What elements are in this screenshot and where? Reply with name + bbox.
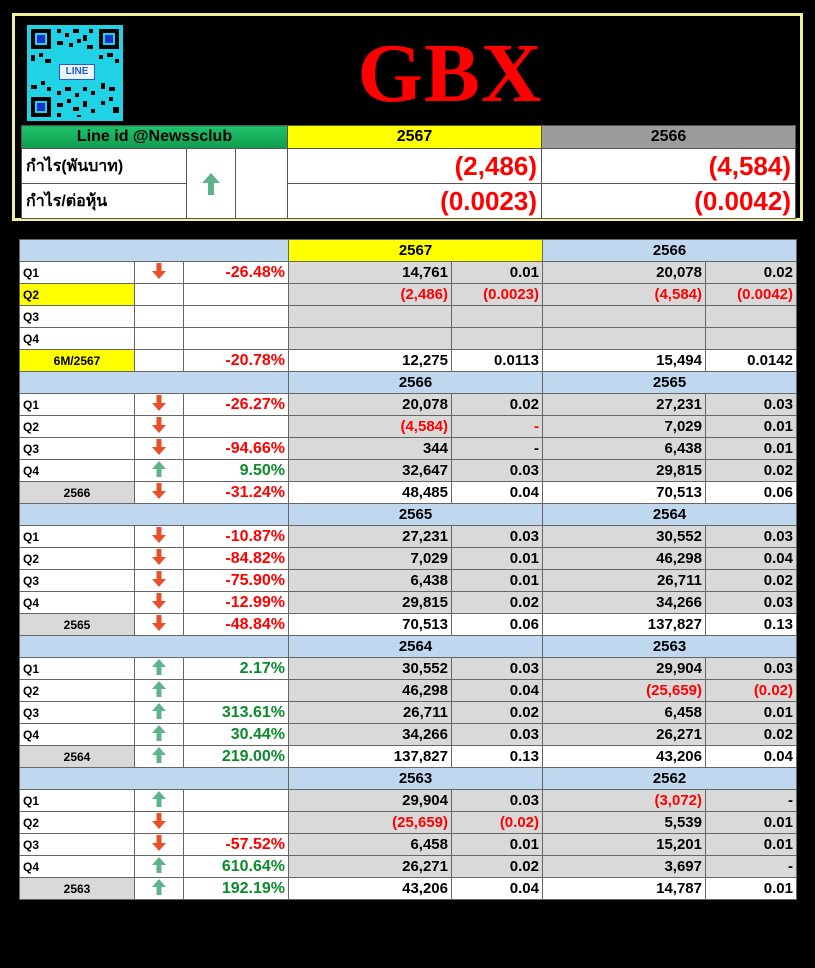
previous-profit-value: 43,206	[543, 746, 706, 768]
previous-profit-value: 7,029	[543, 416, 706, 438]
up-arrow-icon	[151, 857, 167, 876]
yoy-change-percent	[184, 328, 289, 350]
previous-year-header: 2563	[543, 636, 797, 658]
summary-eps-previous: (0.0042)	[542, 184, 796, 219]
previous-year-header: 2566	[543, 240, 797, 262]
current-profit-value: 29,815	[289, 592, 452, 614]
trend-cell	[135, 702, 184, 724]
trend-cell	[135, 746, 184, 768]
annual-total-row	[20, 878, 797, 900]
yoy-change-percent: -20.78%	[184, 350, 289, 372]
annual-total-row	[20, 482, 797, 504]
current-eps-value: 0.13	[452, 746, 543, 768]
current-profit-value: (2,486)	[289, 284, 452, 306]
previous-eps-value: -	[706, 790, 797, 812]
quarter-row	[20, 416, 797, 438]
trend-cell	[135, 724, 184, 746]
summary-row-label	[22, 149, 187, 184]
current-profit-value: 34,266	[289, 724, 452, 746]
yoy-change-percent: 610.64%	[184, 856, 289, 878]
down-arrow-icon	[151, 395, 167, 414]
up-arrow-icon	[151, 461, 167, 480]
previous-eps-value: 0.02	[706, 570, 797, 592]
current-eps-value: 0.02	[452, 702, 543, 724]
current-eps-value: 0.03	[452, 526, 543, 548]
previous-eps-value: 0.06	[706, 482, 797, 504]
previous-eps-value: 0.02	[706, 262, 797, 284]
yoy-change-percent: -94.66%	[184, 438, 289, 460]
current-eps-value: 0.02	[452, 856, 543, 878]
period-label: 2565	[20, 614, 135, 636]
quarter-label: Q4	[20, 724, 135, 746]
previous-profit-value: 5,539	[543, 812, 706, 834]
current-profit-value: 43,206	[289, 878, 452, 900]
quarter-row	[20, 724, 797, 746]
up-arrow-icon	[151, 791, 167, 810]
yoy-change-percent	[184, 680, 289, 702]
previous-eps-value: 0.03	[706, 658, 797, 680]
current-eps-value: -	[452, 416, 543, 438]
quarterly-table	[19, 239, 797, 900]
previous-eps-value: 0.02	[706, 460, 797, 482]
annual-total-row	[20, 614, 797, 636]
quarter-row	[20, 526, 797, 548]
current-profit-value: 30,552	[289, 658, 452, 680]
summary-profit-previous: (4,584)	[542, 149, 796, 184]
current-eps-value: 0.01	[452, 834, 543, 856]
quarter-label: Q2	[20, 548, 135, 570]
up-arrow-icon	[151, 725, 167, 744]
yoy-change-percent: -26.27%	[184, 394, 289, 416]
current-profit-value	[289, 328, 452, 350]
year-header-row	[20, 636, 797, 658]
previous-profit-value: 6,458	[543, 702, 706, 724]
current-profit-value: 137,827	[289, 746, 452, 768]
quarter-row	[20, 460, 797, 482]
year-header-row	[20, 372, 797, 394]
summary-row-label	[22, 184, 187, 219]
current-profit-value: 6,458	[289, 834, 452, 856]
trend-cell	[135, 834, 184, 856]
previous-year-header: 2565	[543, 372, 797, 394]
current-profit-value	[289, 306, 452, 328]
quarter-row	[20, 306, 797, 328]
quarter-label: Q1	[20, 658, 135, 680]
previous-eps-value: 0.03	[706, 592, 797, 614]
previous-eps-value: 0.03	[706, 394, 797, 416]
trend-cell	[135, 658, 184, 680]
yoy-change-percent: 192.19%	[184, 878, 289, 900]
period-label: 2564	[20, 746, 135, 768]
current-profit-value: 48,485	[289, 482, 452, 504]
quarter-label: Q4	[20, 328, 135, 350]
previous-eps-value: -	[706, 856, 797, 878]
trend-cell	[135, 460, 184, 482]
section-blank-cell	[20, 372, 289, 394]
quarter-label: Q3	[20, 306, 135, 328]
yoy-change-percent	[184, 284, 289, 306]
section-blank-cell	[20, 768, 289, 790]
down-arrow-icon	[151, 527, 167, 546]
down-arrow-icon	[151, 571, 167, 590]
quarter-row	[20, 570, 797, 592]
trend-cell	[135, 262, 184, 284]
summary-profit-current: (2,486)	[288, 149, 542, 184]
previous-year-header: 2562	[543, 768, 797, 790]
trend-cell	[135, 438, 184, 460]
previous-profit-value: 34,266	[543, 592, 706, 614]
quarter-label: Q3	[20, 438, 135, 460]
current-profit-value: 12,275	[289, 350, 452, 372]
current-year-header: 2564	[289, 636, 543, 658]
yoy-change-percent: -10.87%	[184, 526, 289, 548]
previous-profit-value: 6,438	[543, 438, 706, 460]
quarter-label: Q4	[20, 592, 135, 614]
previous-profit-value: 70,513	[543, 482, 706, 504]
previous-eps-value: (0.02)	[706, 680, 797, 702]
yoy-change-percent: 219.00%	[184, 746, 289, 768]
quarter-label: Q1	[20, 394, 135, 416]
yoy-change-percent: -31.24%	[184, 482, 289, 504]
down-arrow-icon	[151, 813, 167, 832]
current-profit-value: 26,711	[289, 702, 452, 724]
current-eps-value: 0.0113	[452, 350, 543, 372]
down-arrow-icon	[151, 835, 167, 854]
current-eps-value: 0.04	[452, 482, 543, 504]
line-logo: LINE	[59, 64, 95, 80]
quarter-label: Q3	[20, 702, 135, 724]
previous-profit-value: (4,584)	[543, 284, 706, 306]
current-eps-value: 0.04	[452, 878, 543, 900]
down-arrow-icon	[151, 439, 167, 458]
up-arrow-icon	[151, 703, 167, 722]
eps-label: กำไร/ต่อหุ้น	[26, 192, 108, 210]
up-arrow-icon	[151, 659, 167, 678]
current-eps-value: -	[452, 438, 543, 460]
previous-profit-value: 26,271	[543, 724, 706, 746]
previous-eps-value: 0.01	[706, 438, 797, 460]
period-label: 2563	[20, 878, 135, 900]
yoy-change-percent: -75.90%	[184, 570, 289, 592]
previous-eps-value: (0.0042)	[706, 284, 797, 306]
yoy-change-percent: -57.52%	[184, 834, 289, 856]
current-eps-value: 0.04	[452, 680, 543, 702]
previous-profit-value: 137,827	[543, 614, 706, 636]
current-year-header: 2566	[289, 372, 543, 394]
quarter-row	[20, 592, 797, 614]
section-blank-cell	[20, 240, 289, 262]
current-eps-value	[452, 328, 543, 350]
quarter-row	[20, 284, 797, 306]
current-profit-value: 20,078	[289, 394, 452, 416]
current-year-header: 2563	[289, 768, 543, 790]
quarter-row	[20, 438, 797, 460]
ticker-symbol: GBX	[357, 27, 543, 120]
year-header-row	[20, 240, 797, 262]
quarter-label: Q1	[20, 790, 135, 812]
quarter-label: Q2	[20, 284, 135, 306]
quarter-row	[20, 856, 797, 878]
previous-profit-value: 15,494	[543, 350, 706, 372]
previous-profit-value: 3,697	[543, 856, 706, 878]
current-eps-value: 0.01	[452, 548, 543, 570]
trend-cell	[135, 856, 184, 878]
previous-eps-value	[706, 306, 797, 328]
current-profit-value: 32,647	[289, 460, 452, 482]
current-eps-value: (0.02)	[452, 812, 543, 834]
current-profit-value: 29,904	[289, 790, 452, 812]
yoy-change-percent	[184, 790, 289, 812]
trend-cell	[135, 878, 184, 900]
section-blank-cell	[20, 636, 289, 658]
section-blank-cell	[20, 504, 289, 526]
current-profit-value: 7,029	[289, 548, 452, 570]
current-profit-value: (4,584)	[289, 416, 452, 438]
quarter-label: Q2	[20, 812, 135, 834]
quarter-row	[20, 658, 797, 680]
summary-trend-cell	[187, 149, 288, 219]
current-profit-value: 6,438	[289, 570, 452, 592]
trend-cell	[135, 592, 184, 614]
quarter-row	[20, 834, 797, 856]
current-eps-value: 0.02	[452, 394, 543, 416]
yoy-change-percent	[184, 812, 289, 834]
up-arrow-icon	[151, 747, 167, 766]
current-eps-value: 0.03	[452, 724, 543, 746]
annual-total-row	[20, 746, 797, 768]
previous-profit-value: 29,904	[543, 658, 706, 680]
period-label: 6M/2567	[20, 350, 135, 372]
quarter-label: Q3	[20, 834, 135, 856]
current-eps-value: 0.06	[452, 614, 543, 636]
trend-cell	[135, 680, 184, 702]
trend-cell	[135, 394, 184, 416]
previous-eps-value: 0.01	[706, 416, 797, 438]
previous-profit-value: 14,787	[543, 878, 706, 900]
current-profit-value: 14,761	[289, 262, 452, 284]
year-header-row	[20, 504, 797, 526]
trend-cell	[135, 284, 184, 306]
yoy-change-percent: 2.17%	[184, 658, 289, 680]
down-arrow-icon	[151, 549, 167, 568]
quarter-row	[20, 790, 797, 812]
down-arrow-icon	[151, 615, 167, 634]
previous-eps-value: 0.13	[706, 614, 797, 636]
down-arrow-icon	[151, 417, 167, 436]
header-card	[12, 13, 803, 221]
annual-total-row	[20, 350, 797, 372]
year-header-row	[20, 768, 797, 790]
previous-eps-value: 0.04	[706, 746, 797, 768]
trend-cell	[135, 482, 184, 504]
quarter-row	[20, 702, 797, 724]
summary-year-current: 2567	[288, 126, 542, 149]
summary-year-previous: 2566	[542, 126, 796, 149]
current-profit-value: 344	[289, 438, 452, 460]
trend-cell	[135, 790, 184, 812]
profit-label: กำไร(พันบาท)	[26, 157, 124, 175]
previous-eps-value: 0.02	[706, 724, 797, 746]
trend-cell	[135, 548, 184, 570]
trend-cell	[135, 570, 184, 592]
current-eps-value: 0.02	[452, 592, 543, 614]
quarter-label: Q1	[20, 262, 135, 284]
up-arrow-icon	[151, 879, 167, 898]
quarter-label: Q2	[20, 416, 135, 438]
yoy-change-percent	[184, 416, 289, 438]
current-eps-value: 0.03	[452, 658, 543, 680]
trend-cell	[135, 526, 184, 548]
previous-eps-value: 0.01	[706, 834, 797, 856]
up-arrow-icon	[151, 681, 167, 700]
quarter-row	[20, 548, 797, 570]
summary-table	[21, 125, 796, 219]
line-qr-code[interactable]	[27, 25, 123, 121]
current-eps-value: 0.01	[452, 570, 543, 592]
down-arrow-icon	[151, 593, 167, 612]
yoy-change-percent: -26.48%	[184, 262, 289, 284]
yoy-change-percent: -12.99%	[184, 592, 289, 614]
line-id-label[interactable]: Line id @Newssclub	[22, 126, 288, 149]
quarter-row	[20, 680, 797, 702]
previous-eps-value: 0.01	[706, 812, 797, 834]
previous-profit-value: 46,298	[543, 548, 706, 570]
current-profit-value: 46,298	[289, 680, 452, 702]
yoy-change-percent	[184, 306, 289, 328]
previous-profit-value: 26,711	[543, 570, 706, 592]
yoy-change-percent: -84.82%	[184, 548, 289, 570]
quarter-label: Q4	[20, 856, 135, 878]
yoy-change-percent: 30.44%	[184, 724, 289, 746]
current-profit-value: 70,513	[289, 614, 452, 636]
quarter-row	[20, 394, 797, 416]
current-profit-value: 26,271	[289, 856, 452, 878]
trend-cell	[135, 306, 184, 328]
quarter-row	[20, 812, 797, 834]
quarter-label: Q1	[20, 526, 135, 548]
previous-profit-value	[543, 306, 706, 328]
summary-eps-current: (0.0023)	[288, 184, 542, 219]
current-eps-value: 0.03	[452, 790, 543, 812]
trend-cell	[135, 328, 184, 350]
up-arrow-icon	[187, 149, 236, 218]
trend-cell	[135, 812, 184, 834]
quarter-row	[20, 328, 797, 350]
current-eps-value	[452, 306, 543, 328]
trend-cell	[135, 614, 184, 636]
previous-profit-value: 30,552	[543, 526, 706, 548]
current-year-header: 2565	[289, 504, 543, 526]
quarter-row	[20, 262, 797, 284]
yoy-change-percent: -48.84%	[184, 614, 289, 636]
previous-profit-value: 27,231	[543, 394, 706, 416]
quarter-label: Q2	[20, 680, 135, 702]
previous-eps-value: 0.01	[706, 878, 797, 900]
yoy-change-percent: 313.61%	[184, 702, 289, 724]
down-arrow-icon	[151, 263, 167, 282]
current-eps-value: 0.01	[452, 262, 543, 284]
previous-year-header: 2564	[543, 504, 797, 526]
trend-cell	[135, 416, 184, 438]
quarter-label: Q4	[20, 460, 135, 482]
previous-eps-value: 0.03	[706, 526, 797, 548]
quarter-label: Q3	[20, 570, 135, 592]
yoy-change-percent: 9.50%	[184, 460, 289, 482]
previous-profit-value: (25,659)	[543, 680, 706, 702]
previous-profit-value	[543, 328, 706, 350]
previous-profit-value: 20,078	[543, 262, 706, 284]
current-eps-value: (0.0023)	[452, 284, 543, 306]
previous-profit-value: (3,072)	[543, 790, 706, 812]
current-profit-value: (25,659)	[289, 812, 452, 834]
previous-eps-value: 0.04	[706, 548, 797, 570]
current-year-header: 2567	[289, 240, 543, 262]
previous-eps-value: 0.01	[706, 702, 797, 724]
current-profit-value: 27,231	[289, 526, 452, 548]
period-label: 2566	[20, 482, 135, 504]
previous-profit-value: 29,815	[543, 460, 706, 482]
previous-eps-value	[706, 328, 797, 350]
trend-cell	[135, 350, 184, 372]
down-arrow-icon	[151, 483, 167, 502]
current-eps-value: 0.03	[452, 460, 543, 482]
previous-profit-value: 15,201	[543, 834, 706, 856]
previous-eps-value: 0.0142	[706, 350, 797, 372]
